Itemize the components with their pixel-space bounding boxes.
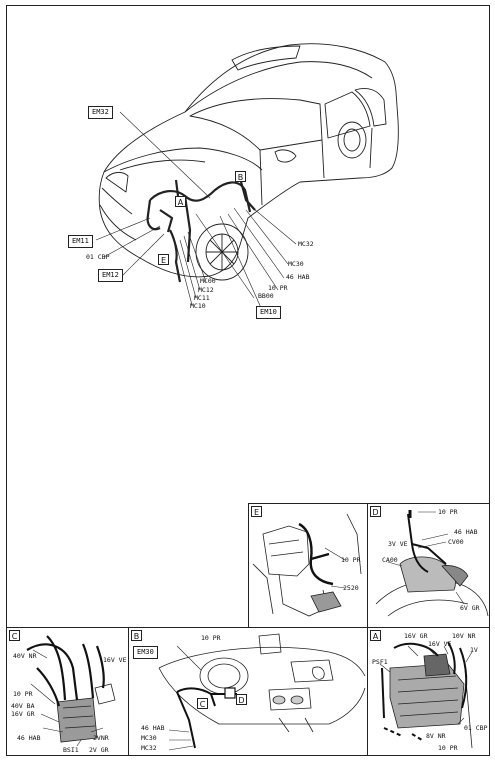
panel-c-tag: C [9,630,20,641]
panel-c-bsi1: BSI1 [63,746,79,754]
panel-d-46-hab: 46 HAB [454,528,478,536]
label-em10: EM10 [256,306,281,319]
panel-c-10-pr: 10 PR [13,690,33,698]
detail-panel-d [367,503,490,628]
panel-a-1v: 1V [470,646,478,654]
panel-a-01-cbp: 01 CBP [464,724,488,732]
panel-c-40v-ba: 40V BA [11,702,35,710]
detail-panel-b [128,627,368,756]
panel-c-46-hab: 46 HAB [17,734,41,742]
panel-a-10-pr: 10 PR [438,744,458,752]
panel-d-cv00: CV00 [448,538,464,546]
detail-panel-a [367,627,490,756]
label-em32: EM32 [88,106,113,119]
panel-a-16v-gr: 16V GR [404,632,428,640]
panel-d-tag: D [370,506,381,517]
panel-b-mc32: MC32 [141,744,157,752]
panel-c-16v-gr: 16V GR [11,710,35,718]
panel-a-tag: A [370,630,381,641]
panel-b-10-pr: 10 PR [201,634,221,642]
label-mc12: MC12 [198,286,214,294]
callout-a: A [175,196,186,207]
label-bb00: BB00 [258,292,274,300]
panel-b-mc30: MC30 [141,734,157,742]
callout-e: E [158,254,169,265]
callout-b: B [235,171,246,182]
label-em12: EM12 [98,269,123,282]
label-mc10: MC10 [190,302,206,310]
detail-panel-e [248,503,368,628]
detail-panel-c [6,627,129,756]
panel-d-ca00: CA00 [382,556,398,564]
panel-c-2vnr: 2VNR [93,734,109,742]
label-mc30: MC30 [288,260,304,268]
panel-c-16v-ve: 16V VE [103,656,127,664]
label-em11: EM11 [68,235,93,248]
panel-a-psf1: PSF1 [372,658,388,666]
panel-e-2520: 2520 [343,584,359,592]
panel-a-8v-nr: 8V NR [426,732,446,740]
panel-c-40v-nr: 40V NR [13,652,37,660]
panel-d-10-pr: 10 PR [438,508,458,516]
panel-b-46-hab: 46 HAB [141,724,165,732]
label-mc32: MC32 [298,240,314,248]
label-46-hab: 46 HAB [286,273,310,281]
panel-b-em30: EM30 [133,646,158,659]
panel-d-6v-gr: 6V GR [460,604,480,612]
label-01-cbp: 01 CBP [86,253,110,261]
panel-e-10-pr: 10 PR [341,556,361,564]
panel-a-16v-ve: 16V VE [428,640,452,648]
panel-d-3v-ve: 3V VE [388,540,408,548]
panel-b-callout-d: D [236,694,247,705]
label-10-pr: 10 PR [268,284,288,292]
label-mc00: MC00 [200,277,216,285]
panel-a-10v-nr: 10V NR [452,632,476,640]
panel-b-tag: B [131,630,142,641]
panel-e-tag: E [251,506,262,517]
panel-c-2v-gr: 2V GR [89,746,109,754]
panel-b-callout-c: C [197,698,208,709]
label-mc11: MC11 [194,294,210,302]
